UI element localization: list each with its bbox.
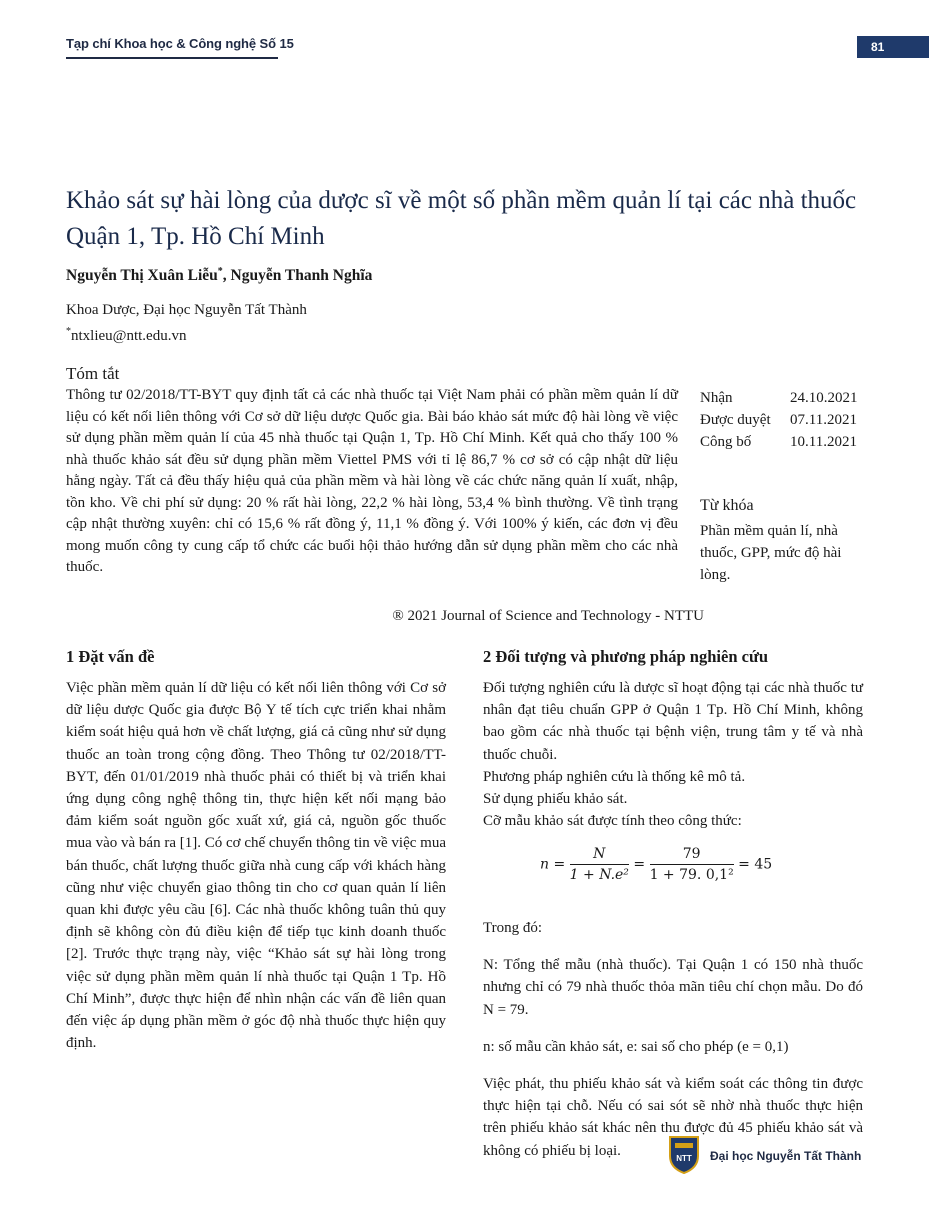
date-label: Nhận <box>700 390 733 406</box>
copyright: ® 2021 Journal of Science and Technology - NTTU <box>392 608 704 624</box>
date-label: Được duyệt <box>700 412 771 428</box>
formula-denominator: 1 + N.e² <box>569 867 629 883</box>
date-row-accepted <box>700 409 858 431</box>
formula-numerator: 79 <box>650 846 734 865</box>
logo-text: NTT <box>676 1154 692 1163</box>
corresponding-mark: * <box>217 266 223 277</box>
section-2-paragraph: Đối tượng nghiên cứu là dược sĩ hoạt động tại các nhà thuốc tư nhân đạt tiêu chuẩn GPP ở Quận 1 Tp. Hồ Chí Minh, không bao gồm các nhà thuốc tại bệnh viện, trung tâm y tế và nhà thuốc chuỗi. <box>483 680 863 763</box>
email-line <box>66 321 307 347</box>
affiliation-block <box>66 299 307 347</box>
email-mark: * <box>66 326 71 337</box>
section-2-paragraph: Sử dụng phiếu khảo sát. <box>483 791 628 808</box>
article-title: Khảo sát sự hài lòng của dược sĩ về một số phần mềm quản lí tại các nhà thuốc Quận 1, Tp. Hồ Chí Minh <box>66 187 857 250</box>
section-1-body <box>66 677 446 1054</box>
formula-result: = 45 <box>738 856 773 873</box>
formula-eq: = <box>553 856 566 873</box>
formula-fraction-1 <box>570 846 629 883</box>
section-2-paragraph: N: Tổng thể mẫu (nhà thuốc). Tại Quận 1 có 150 nhà thuốc nhưng chỉ có 79 nhà thuốc thỏa mãn tiêu chí chọn mẫu. Do đó N = 79. <box>483 957 863 1018</box>
keywords-text: Phần mềm quản lí, nhà thuốc, GPP, mức độ hài lòng. <box>700 523 842 583</box>
date-value: 10.11.2021 <box>790 434 857 450</box>
formula-numerator: N <box>570 846 629 865</box>
sample-size-formula <box>540 846 840 894</box>
page-number: 81 <box>857 36 929 58</box>
formula-lhs: n <box>540 856 550 873</box>
section-1-text: Việc phần mềm quản lí dữ liệu có kết nối liên thông với Cơ sở dữ liệu dược Quốc gia được Bộ Y tế tích cực triển khai nhằm kiểm soát hiệu quả hơn về chất lượng, giá cả cũng như sử dụng thuốc an toàn trong cộng đồng. Theo Thông tư 02/2018/TT-BYT, đến 01/01/2019 nhà thuốc phải có thiết bị và triển khai ứng dụng công nghệ thông tin, thực hiện kết nối mạng bảo đảm kiểm soát nguồn gốc xuất xứ, giá cả, nguồn gốc thuốc mua vào và bán ra [1]. Có cơ chế chuyển thông tin về việc mua bán thuốc, chất lượng thuốc giữa nhà cung cấp với khách hàng cũng như việc chuyển giao thông tin cho cơ quan quản lí liên quan khi được yêu cầu [6]. Các nhà thuốc không tuân thủ quy định sẽ không còn đủ điều kiện để tiếp tục kinh doanh thuốc [2]. Trước thực trạng này, việc “Khảo sát sự hài lòng trong việc sử dụng phần mềm quản lí nhà thuốc tại Quận 1 Tp. Hồ Chí Minh”, được thực hiện để nhìn nhận các vấn đề liên quan đến việc áp dụng phần mềm ở góc độ nhà thuốc thực hiện quy định. <box>66 680 446 1052</box>
header-rule <box>66 57 278 59</box>
date-value: 07.11.2021 <box>790 412 857 428</box>
section-2-heading: 2 Đối tượng và phương pháp nghiên cứu <box>483 647 769 666</box>
formula-fraction-2 <box>650 846 734 883</box>
formula-eq: = <box>633 856 646 873</box>
section-2-paragraph: Phương pháp nghiên cứu là thống kê mô tả. <box>483 768 746 785</box>
journal-header: Tạp chí Khoa học & Công nghệ Số 15 <box>66 36 294 51</box>
affiliation: Khoa Dược, Đại học Nguyễn Tất Thành <box>66 302 307 318</box>
date-row-received <box>700 387 858 409</box>
author-1: Nguyễn Thị Xuân Liễu <box>66 267 218 285</box>
formula-denominator: 1 + 79. 0,1² <box>649 867 734 883</box>
section-2-paragraph: n: số mẫu cần khảo sát, e: sai số cho phép (e = 0,1) <box>483 1038 789 1055</box>
section-2-paragraph: Cỡ mẫu khảo sát được tính theo công thức: <box>483 813 742 830</box>
author-2: Nguyễn Thanh Nghĩa <box>230 267 373 285</box>
authors <box>66 266 372 285</box>
email: ntxlieu@ntt.edu.vn <box>71 328 187 344</box>
keywords-heading: Từ khóa <box>700 497 754 514</box>
abstract-text: Thông tư 02/2018/TT-BYT quy định tất cả các nhà thuốc tại Việt Nam phải có phần mềm quản lí dữ liệu có kết nối liên thông với Cơ sở dữ liệu dược Quốc gia. Bài báo khảo sát mức độ hài lòng về việc sử dụng phần mềm quản lí của 45 nhà thuốc tại Quận 1, Tp. Hồ Chí Minh. Kết quả cho thấy 100 % nhà thuốc khảo sát đều sử dụng phần mềm Viettel PMS với tỉ lệ 86,7 % cơ sở có cập nhật dữ liệu hằng ngày. Tất cả đều thấy hiệu quả của phần mềm và hài lòng về các chức năng quản lí xuất, nhập, tồn kho. Về chi phí sử dụng: 20 % rất hài lòng, 22,2 % hài lòng, 53,4 % bình thường. Về tình trạng cập nhật thường xuyên: chỉ có 15,6 % rất đồng ý, 11,1 % đồng ý. Với 100% ý kiến, các đơn vị đều mong muốn công ty cung cấp tổ chức các buổi hội thảo hướng dẫn sử dụng phần mềm cho các nhà thuốc. <box>66 387 678 575</box>
section-2-paragraph: Trong đó: <box>483 920 543 936</box>
author-separator: , <box>222 267 231 285</box>
abstract-heading: Tóm tắt <box>66 364 120 383</box>
section-1-heading: 1 Đặt vấn đề <box>66 647 155 666</box>
date-label: Công bố <box>700 434 752 450</box>
date-row-published <box>700 431 858 453</box>
university-logo <box>666 1134 702 1174</box>
date-value: 24.10.2021 <box>790 390 858 406</box>
section-2-paragraph: Việc phát, thu phiếu khảo sát và kiểm soát các thông tin được thực hiện tại chỗ. Nếu có sai sót sẽ nhờ nhà thuốc thực hiện trên phiếu khảo sát khác nên thu được đủ 45 phiếu khảo sát và không có phiếu bị loại. <box>483 1076 863 1159</box>
section-2-body <box>483 677 863 832</box>
university-name: Đại học Nguyễn Tất Thành <box>710 1149 862 1163</box>
article-dates <box>700 387 858 453</box>
